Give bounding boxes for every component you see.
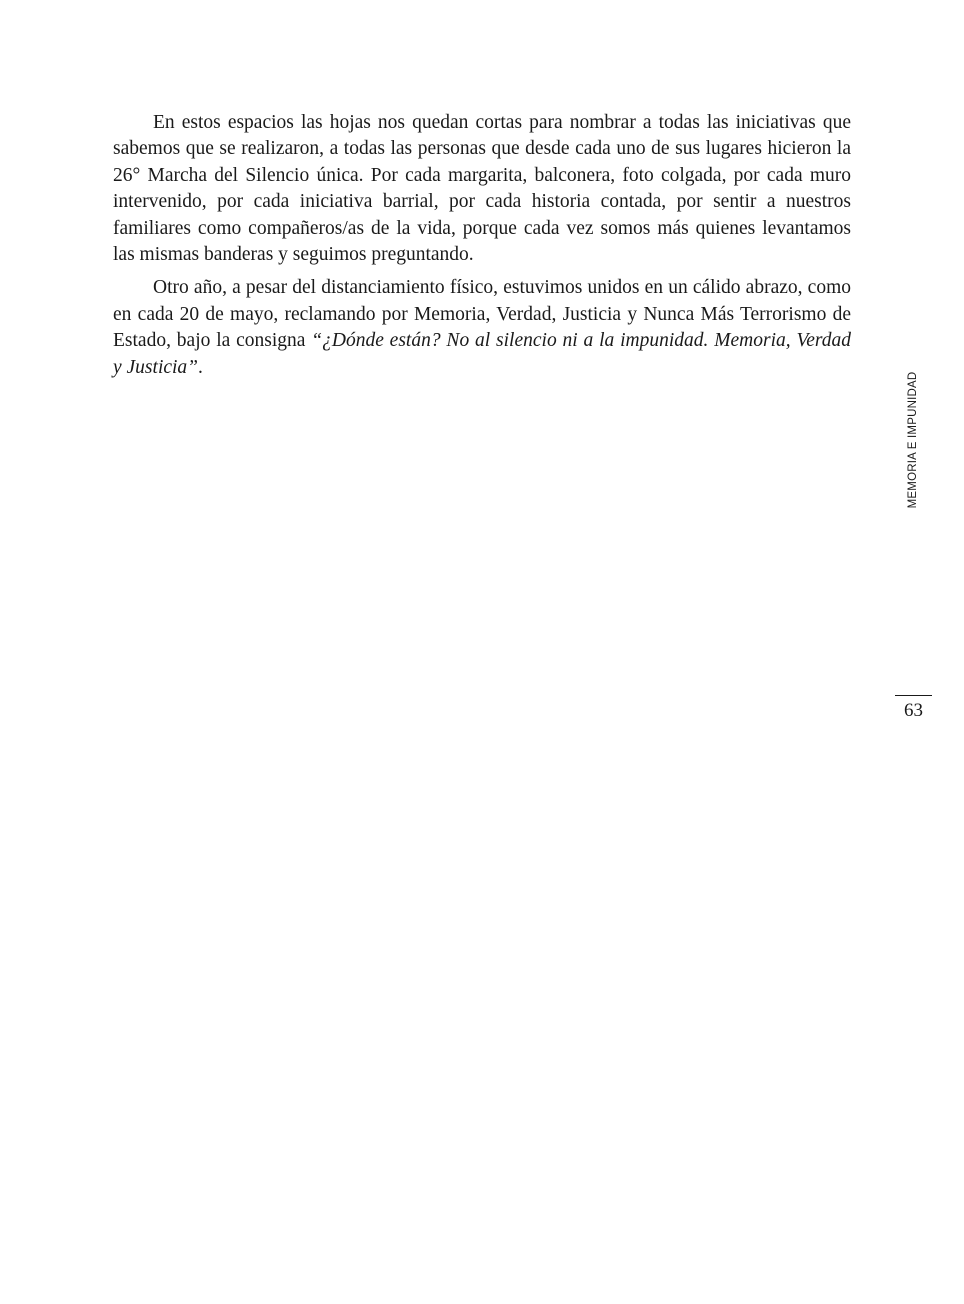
- paragraph: [113, 275, 851, 381]
- body-text: [113, 110, 851, 388]
- slogan-quote: “¿Dónde están? No al silencio ni a la impunidad. Memoria, Verdad y Justicia”: [113, 330, 851, 378]
- running-head: MEMORIA E IMPUNIDAD: [907, 371, 919, 509]
- paragraph-text: Otro año, a pesar del distanciamiento físico, estuvimos unidos en un cálido abrazo, como en cada 20 de mayo, reclamando por Memoria, Verdad, Justicia y Nunca Más Terrorismo de Estado, bajo la consigna: [113, 277, 851, 352]
- paragraph-end: .: [198, 356, 203, 378]
- page-number: 63: [904, 700, 923, 721]
- page-number-rule: [895, 695, 932, 696]
- paragraph: En estos espacios las hojas nos quedan cortas para nombrar a todas las iniciativas que sabemos que se realizaron, a todas las personas que desde cada uno de sus lugares hicieron la 26° Marcha del Silencio única. Por cada margarita, balconera, foto colgada, por cada muro intervenido, por cada iniciativa barrial, por cada historia contada, por sentir a nuestros familiares como compañeros/as de la vida, porque cada vez somos más quienes levantamos las mismas banderas y seguimos preguntando.: [113, 112, 851, 266]
